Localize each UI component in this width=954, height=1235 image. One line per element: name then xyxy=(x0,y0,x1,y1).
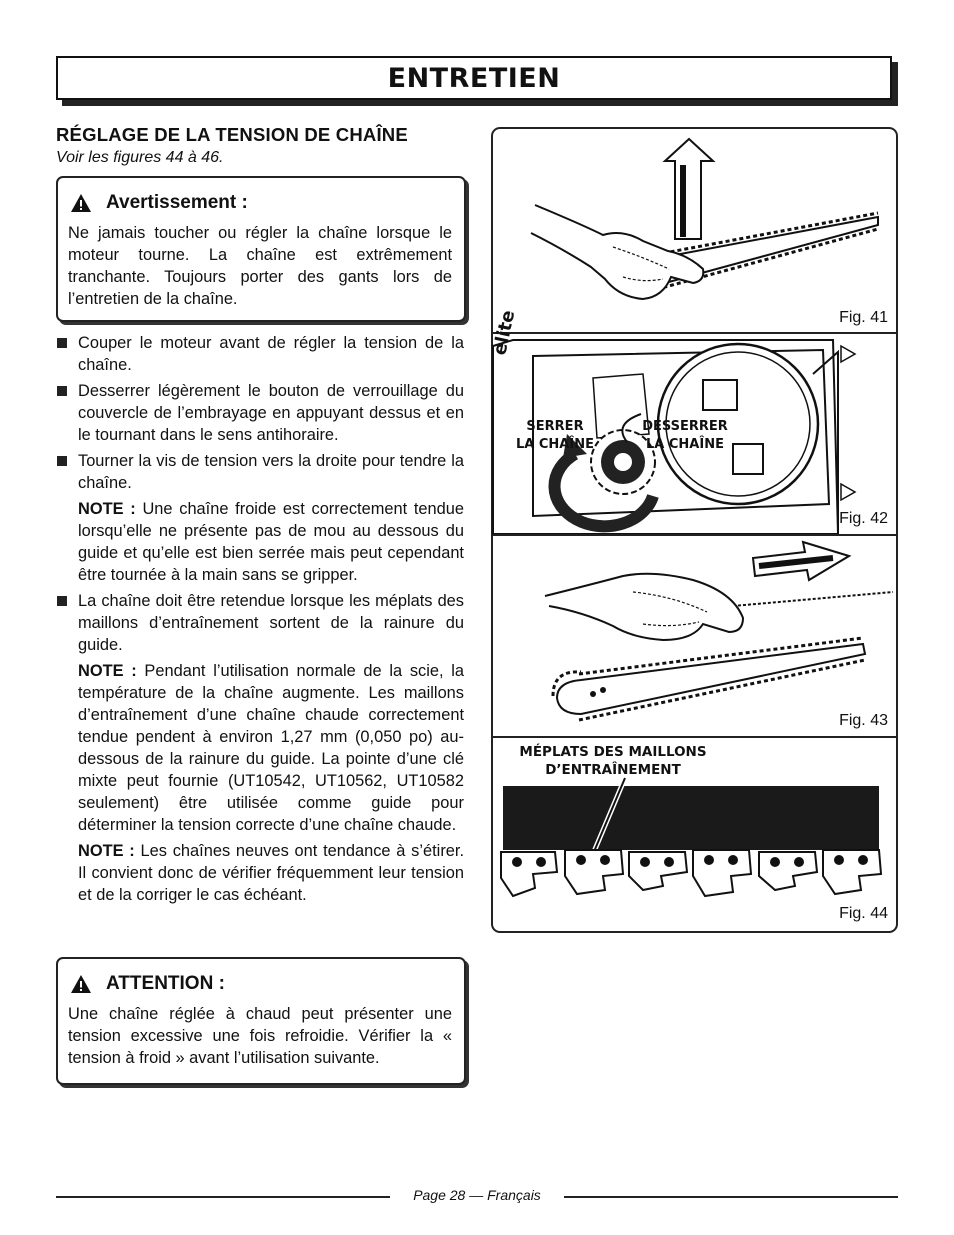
section-title: RÉGLAGE DE LA TENSION DE CHAÎNE xyxy=(56,124,408,145)
note-label: NOTE : xyxy=(78,662,137,680)
callout-line2: D’ENTRAÎNEMENT xyxy=(545,762,681,778)
list-item-text: Couper le moteur avant de régler la tension de la chaîne. xyxy=(78,334,464,374)
bullet-square-icon xyxy=(57,596,67,606)
tighten-label-line2: LA CHAÎNE xyxy=(516,437,594,452)
caution-box xyxy=(56,957,466,1085)
note-text: Une chaîne froide est correctement tendue lorsqu’elle ne présente pas de mou au dessous du guide et qu’elle est bien serrée mais peut cependant être tournée à la main sans se gripper. xyxy=(78,500,464,584)
loosen-label-line2: LA CHAÎNE xyxy=(646,437,724,452)
chain-pull-illustration xyxy=(493,536,896,736)
list-item xyxy=(56,450,464,494)
bullet-square-icon xyxy=(57,456,67,466)
page-header xyxy=(56,56,892,100)
list-item xyxy=(56,332,464,376)
warning-icon xyxy=(70,974,92,994)
figure-44 xyxy=(493,738,896,931)
bullet-square-icon xyxy=(57,386,67,396)
page-title: ENTRETIEN xyxy=(387,63,561,94)
list-item-text: Tourner la vis de tension vers la droite pour tendre la chaîne. xyxy=(78,452,464,492)
figure-label: Fig. 41 xyxy=(839,309,888,326)
note-label: NOTE : xyxy=(78,842,135,860)
list-item-text: La chaîne doit être retendue lorsque les méplats des maillons d’entraînement sortent de la rainure du guide. xyxy=(78,592,464,654)
note-paragraph xyxy=(56,660,464,836)
callout-line1: MÉPLATS DES MAILLONS xyxy=(519,744,707,760)
caution-title: ATTENTION : xyxy=(106,973,225,994)
list-item xyxy=(56,380,464,446)
warning-icon xyxy=(70,193,92,213)
brand-logo-text: elite xyxy=(489,308,520,358)
figure-label: Fig. 43 xyxy=(839,712,888,729)
tighten-label-line1: SERRER xyxy=(526,419,584,434)
page-footer: Page 28 — Français xyxy=(413,1187,541,1203)
note-label: NOTE : xyxy=(78,500,136,518)
note-paragraph xyxy=(56,498,464,586)
drive-link-flats-illustration xyxy=(493,738,896,931)
section-subtitle: Voir les figures 44 à 46. xyxy=(56,149,224,166)
list-item xyxy=(56,590,464,656)
figure-label: Fig. 42 xyxy=(839,510,888,527)
figure-label: Fig. 44 xyxy=(839,905,888,922)
warning-header xyxy=(58,178,464,214)
chain-tension-lift-illustration xyxy=(493,129,896,332)
caution-header xyxy=(58,959,464,995)
figure-43 xyxy=(493,536,896,736)
list-item-text: Desserrer légèrement le bouton de verrouillage du couvercle de l’embrayage en appuyant dessus et en le tournant dans le sens antihoraire. xyxy=(78,382,464,444)
warning-box xyxy=(56,176,466,322)
note-text: Pendant l’utilisation normale de la scie, la température de la chaîne augmente. Les maillons d’entraînement d’une chaîne chaude correctement tendue pendent à environ 1,27 mm (0,050 po) au-dessous de la rainure du guide. La pointe d’une clé mixte peut fournie (UT10542, UT10562, UT10582 seulement) être utilisée comme guide pour déterminer la tension correcte d’une chaîne chaude. xyxy=(78,662,465,834)
caution-text: Une chaîne réglée à chaud peut présenter une tension excessive une fois refroidie. Vérifier la « tension à froid » avant l’utilisation suivante. xyxy=(68,1005,452,1067)
note-text: Les chaînes neuves ont tendance à s’étirer. Il convient donc de vérifier fréquemment leur tension et de la corriger le cas échéant. xyxy=(78,842,465,904)
warning-text: Ne jamais toucher ou régler la chaîne lorsque le moteur tourne. La chaîne est extrêmement tranchante. Toujours porter des gants lors de l’entretien de la chaîne. xyxy=(68,224,452,308)
loosen-label-line1: DESSERRER xyxy=(642,419,728,434)
figures-panel xyxy=(491,127,898,933)
bullet-square-icon xyxy=(57,338,67,348)
figure-41 xyxy=(493,129,896,332)
instruction-list xyxy=(56,332,464,910)
section-heading xyxy=(56,124,466,167)
warning-title: Avertissement : xyxy=(106,192,248,213)
note-paragraph xyxy=(56,840,464,906)
